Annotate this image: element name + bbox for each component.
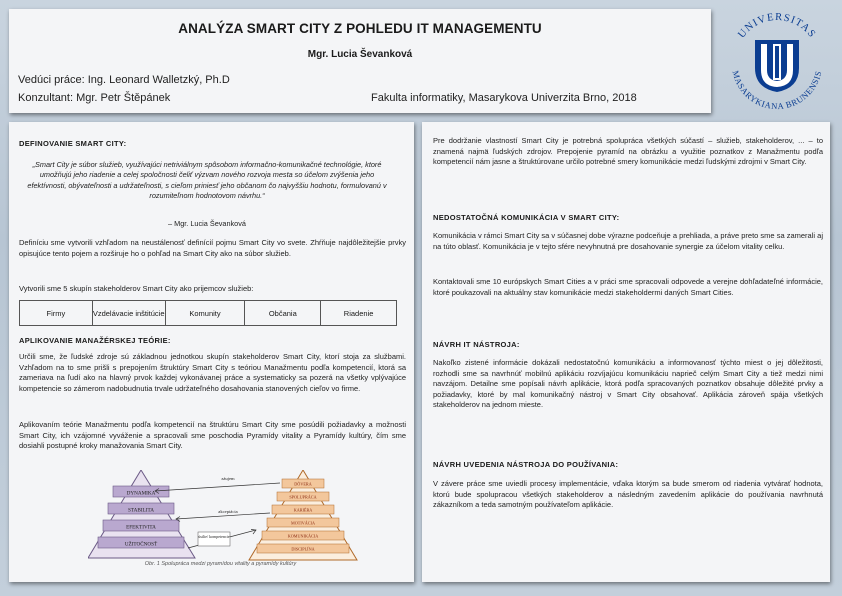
pyramid-level: KARIÉRA — [293, 507, 313, 513]
pyramid-level: STABILITA — [128, 507, 154, 514]
section-management-theory: APLIKOVANIE MANAŽÉRSKEJ TEÓRIE: — [19, 336, 171, 345]
arrow-label: akceptácia — [218, 509, 238, 514]
section-tool-adoption: NÁVRH UVEDENIA NÁSTROJA DO POUŽÍVANIA: — [433, 460, 619, 469]
stakeholder-cell: Riadenie — [321, 301, 397, 326]
university-logo — [722, 6, 832, 116]
adoption-paragraph: V závere práce sme uviedli procesy implementácie, vďaka ktorým sa bude smerom od riadenia vytvárať hodnota, ktorú bude spolupracou všetkých stakeholderov a následným zavedením aplikácie do používania navrhnutá zákazníkom a teda samotným používateľom aplikácie. — [433, 479, 823, 509]
pyramid-level: DÔVERA — [294, 481, 312, 487]
pyramid-level: UŽITOČNOSŤ — [124, 541, 158, 548]
svg-text:UNIVERSITAS — [736, 12, 818, 41]
pyramid-level: EFEKTIVITA — [126, 524, 156, 531]
logo-text-top: UNIVERSITAS — [736, 11, 818, 41]
stakeholders-table — [19, 300, 397, 326]
consultant-line: Konzultant: Mgr. Petr Štěpánek — [18, 92, 171, 104]
stakeholder-cell: Občania — [245, 301, 321, 326]
pyramid-level: SPOLUPRÁCA — [289, 494, 317, 500]
definition-paragraph: Definíciu sme vytvorili vzhľadom na neustálenosť definícií pojmu Smart City vo svete. Zhŕňuje najdôležitejšie prvky opisujúce tento pojem a rozširuje ho o pohľad na Smart City ako na súbor služieb. — [19, 238, 406, 258]
pyramid-level: DISCIPLÍNA — [291, 546, 315, 552]
poster-header — [9, 9, 711, 113]
stakeholder-cell: Komunity — [165, 301, 245, 326]
logo-text-bottom: MASARYKIANA BRUNENSIS — [730, 69, 824, 112]
arrow-label: záujem — [221, 476, 235, 481]
author-name: Mgr. Lucia Ševanková — [307, 49, 413, 60]
management-paragraph: Určili sme, že ľudské zdroje sú základnou jednotkou skupín stakeholderov Smart City, ktorí stoja za službami. Vzhľadom na to sme prišli s prepojením štruktúry Smart City s teóriou Manažmentu podľa kompetencií, ktorá sa zameriava na ľudí ako na hlavný prvok každej vykonávanej práce a systematicky sa pozerá na všetky vplývajúce kompetencie so zámerom nadobudnutia trvale udržateľného dosahovania stanovených cieľov vo firme. — [19, 352, 406, 393]
cooperation-paragraph: Pre dodržanie vlastností Smart City je potrebná spolupráca všetkých súčastí – služieb, stakeholderov, ... – to znamená najmä ľudských zdrojov. Prepojenie pyramíd na obrázku a využitie poznatkov z Manažmentu podľa kompetencií nám jasne a štruktúrovane určilo potrebné smery komunikácie medzi ľudskými zdrojmi v Smart City. — [433, 136, 823, 166]
stakeholder-cell: Firmy — [20, 301, 93, 326]
supervisor-line: Vedúci práce: Ing. Leonard Walletzký, Ph.D — [18, 74, 230, 86]
quote-author: – Mgr. Lucia Ševanková — [168, 219, 246, 228]
section-it-tool: NÁVRH IT NÁSTROJA: — [433, 340, 520, 349]
faculty-line: Fakulta informatiky, Masarykova Univerzita Brno, 2018 — [371, 92, 637, 104]
pyramid-level: KOMUNIKÁCIA — [287, 533, 319, 539]
communication-paragraph: Komunikácia v rámci Smart City sa v súčasnej dobe výrazne podceňuje a prehliada, a práve preto sme sa zamerali aj na túto oblasť. Komunikácia je v tejto sfére nevyhnutná pre dosahovanie synergie za účelom vitality celku. — [433, 231, 823, 251]
mu-emblem-icon — [755, 40, 799, 92]
arrow-label: úsilie/ kompetencie — [198, 534, 230, 539]
pyramid-level: MOTIVÁCIA — [291, 520, 315, 526]
section-insufficient-communication: NEDOSTATOČNÁ KOMUNIKÁCIA V SMART CITY: — [433, 213, 620, 222]
pyramid-level: DYNAMIKA — [126, 490, 156, 497]
pyramids-paragraph: Aplikovaním teórie Manažmentu podľa kompetencií na štruktúru Smart City sme posúdili požiadavky a možnosti Smart City, ich vzájomné vyváženie a spracovali sme poschodia Pyramídy vitality a Pyramídy kultúry, čím sme dosiahli postupné kroky manažovania Smart City. — [19, 420, 406, 450]
it-tool-paragraph: Nakoľko zistené informácie dokázali nedostatočnú komunikáciu a informovanosť týchto miest o jej dôležitosti, rozhodli sme sa navrhnúť mobilnú aplikáciu rozvíjajúcu komunikáciu naprieč celým Smart City a tiež medzi nimi navzájom. Detailne sme popísali návrh aplikácie, ktorá podľa spracovaných poznatkov obsahuje dôležité prvky a požiadavky, ktoré by mal komunikačný nástroj v Smart City obsahovať. Aplikácia zároveň spája všetkých stakeholderov na jednom mieste. — [433, 358, 823, 409]
figure-caption: Obr. 1 Spolupráca medzi pyramídou vitality a pyramídy kultúry — [144, 561, 297, 567]
stakeholder-cell: Vzdelávacie inštitúcie — [92, 301, 165, 326]
section-defining-smart-city: DEFINOVANIE SMART CITY: — [19, 139, 127, 148]
vitality-pyramid — [88, 470, 195, 558]
table-row — [20, 301, 397, 326]
smart-city-definition-quote: „Smart City je súbor služieb, využívajúci netriviálnym spôsobom informačno-komunikačné technológie, ktoré umožňujú jeho riadenie a celej spoločnosti čeliť výzvam nového rozvoja mesta so účelom zvýšenia jeho efektívnosti, obývateľnosti a udržateľnosti, s cieľom priniesť jeho občanom čo najvyššiu hodnotu, formulovanú v rozumiteľnom hodnotovom návrhu.“ — [27, 160, 387, 201]
right-column — [422, 122, 830, 582]
stakeholders-intro: Vytvorili sme 5 skupín stakeholderov Smart City ako prijemcov služieb: — [19, 284, 254, 293]
poster-title: ANALÝZA SMART CITY Z POHLEDU IT MANAGEMENTU — [178, 21, 542, 36]
pyramids-figure — [88, 470, 358, 562]
contacted-cities-paragraph: Kontaktovali sme 10 európskych Smart Cities a v práci sme spracovali odpovede a verejne dohľadateľné informácie, ktoré poukazovali na aktuálny stav komunikácie medzi stakeholdermi daných Smart Cities. — [433, 277, 823, 297]
culture-pyramid — [249, 470, 357, 560]
